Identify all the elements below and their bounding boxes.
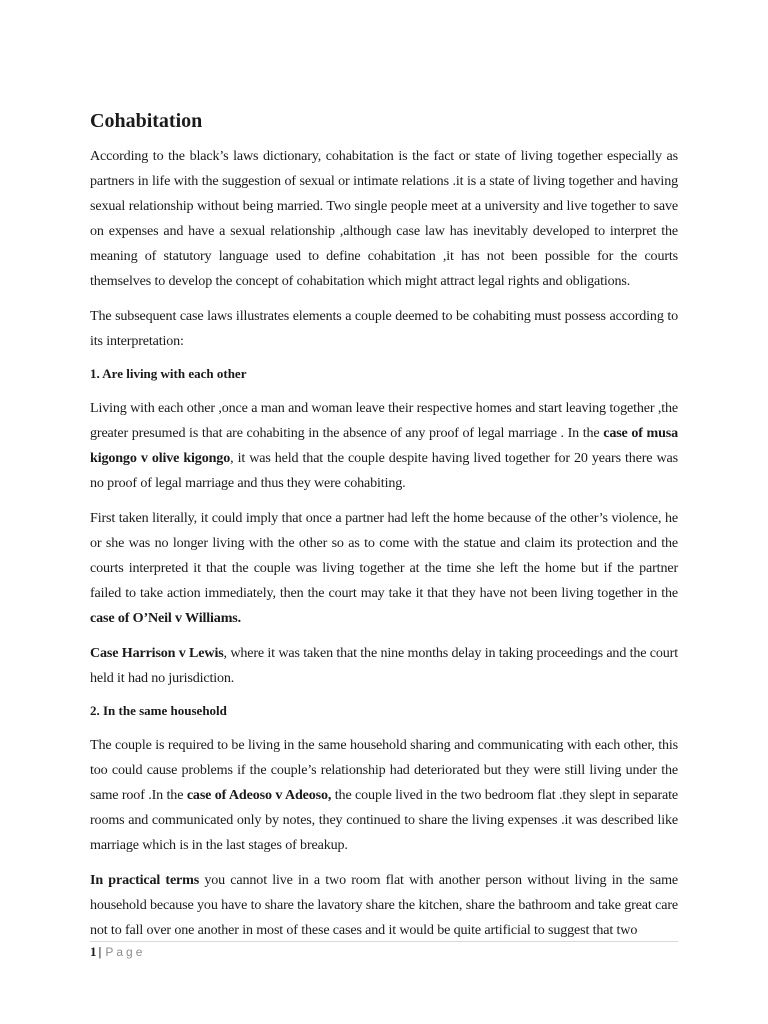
paragraph-practical-terms: [90, 868, 678, 943]
paragraph-living-together: [90, 396, 678, 496]
footer-divider: [90, 941, 678, 942]
heading-living-with-each-other: 1. Are living with each other: [90, 366, 247, 381]
paragraph-literal-interpretation: [90, 506, 678, 631]
paragraph-definition: According to the black’s laws dictionary, cohabitation is the fact or state of living together especially as partners in life with the suggestion of sexual or intimate relations .it is a state of living together and having sexual relationship without being married. Two single people meet at a university and live together to save on expenses and have a sexual relationship ,although case law has inevitably developed to interpret the meaning of statutory language used to define cohabitation ,it has not been possible for the courts themselves to develop the concept of cohabitation which might attract legal rights and obligations.: [90, 148, 678, 289]
case-name-harrison: Case Harrison v Lewis: [90, 645, 224, 661]
text-run: you cannot live in a two room flat with another person without living in the same household because you have to share the lavatory share the kitchen, share the bathroom and take great care not to fall over one another in most of these cases and it would be quite artificial to suggest that two: [90, 872, 678, 938]
paragraph-harrison-case: [90, 641, 678, 691]
case-name-kigongo: case of musa kigongo v olive kigongo: [90, 425, 679, 466]
text-run: , where it was taken that the nine months delay in taking proceedings and the court held it had no jurisdiction.: [90, 645, 678, 686]
heading-same-household: 2. In the same household: [90, 703, 227, 718]
text-run: the couple lived in the two bedroom flat .they slept in separate rooms and communicated only by notes, they continued to share the living expenses .it was described like marriage which is in the last stages of breakup.: [90, 787, 678, 853]
page-number: 1: [90, 944, 97, 959]
case-name-oneil: case of O’Neil v Williams.: [90, 610, 241, 626]
text-run: Living with each other ,once a man and woman leave their respective homes and start leaving together ,the greater presumed is that are cohabiting in the absence of any proof of legal marriage . In the: [90, 400, 678, 441]
document-page: [90, 108, 678, 953]
practical-terms-label: In practical terms: [90, 872, 200, 888]
text-run: First taken literally, it could imply that once a partner had left the home because of the other’s violence, he or she was no longer living with the other so as to come with the statue and claim its protection and the courts interpreted it that the couple was living together at the time she left the home but if the partner failed to take action immediately, then the court may take it that they have not been living together in the: [90, 510, 678, 601]
footer-separator: |: [98, 944, 102, 959]
case-name-adeoso: case of Adeoso v Adeoso,: [186, 787, 332, 803]
paragraph-intro-case-laws: The subsequent case laws illustrates elements a couple deemed to be cohabiting must possess according to its interpretation:: [90, 308, 678, 349]
page-label: Page: [105, 945, 146, 959]
document-title: Cohabitation: [90, 110, 203, 132]
text-run: , it was held that the couple despite having lived together for 20 years there was no proof of legal marriage and thus they were cohabiting.: [90, 450, 678, 491]
text-run: The couple is required to be living in the same household sharing and communicating with each other, this too could cause problems if the couple’s relationship had deteriorated but they were still living under the same roof .In the: [90, 737, 678, 803]
paragraph-household-sharing: [90, 733, 678, 858]
page-footer: [90, 943, 145, 961]
